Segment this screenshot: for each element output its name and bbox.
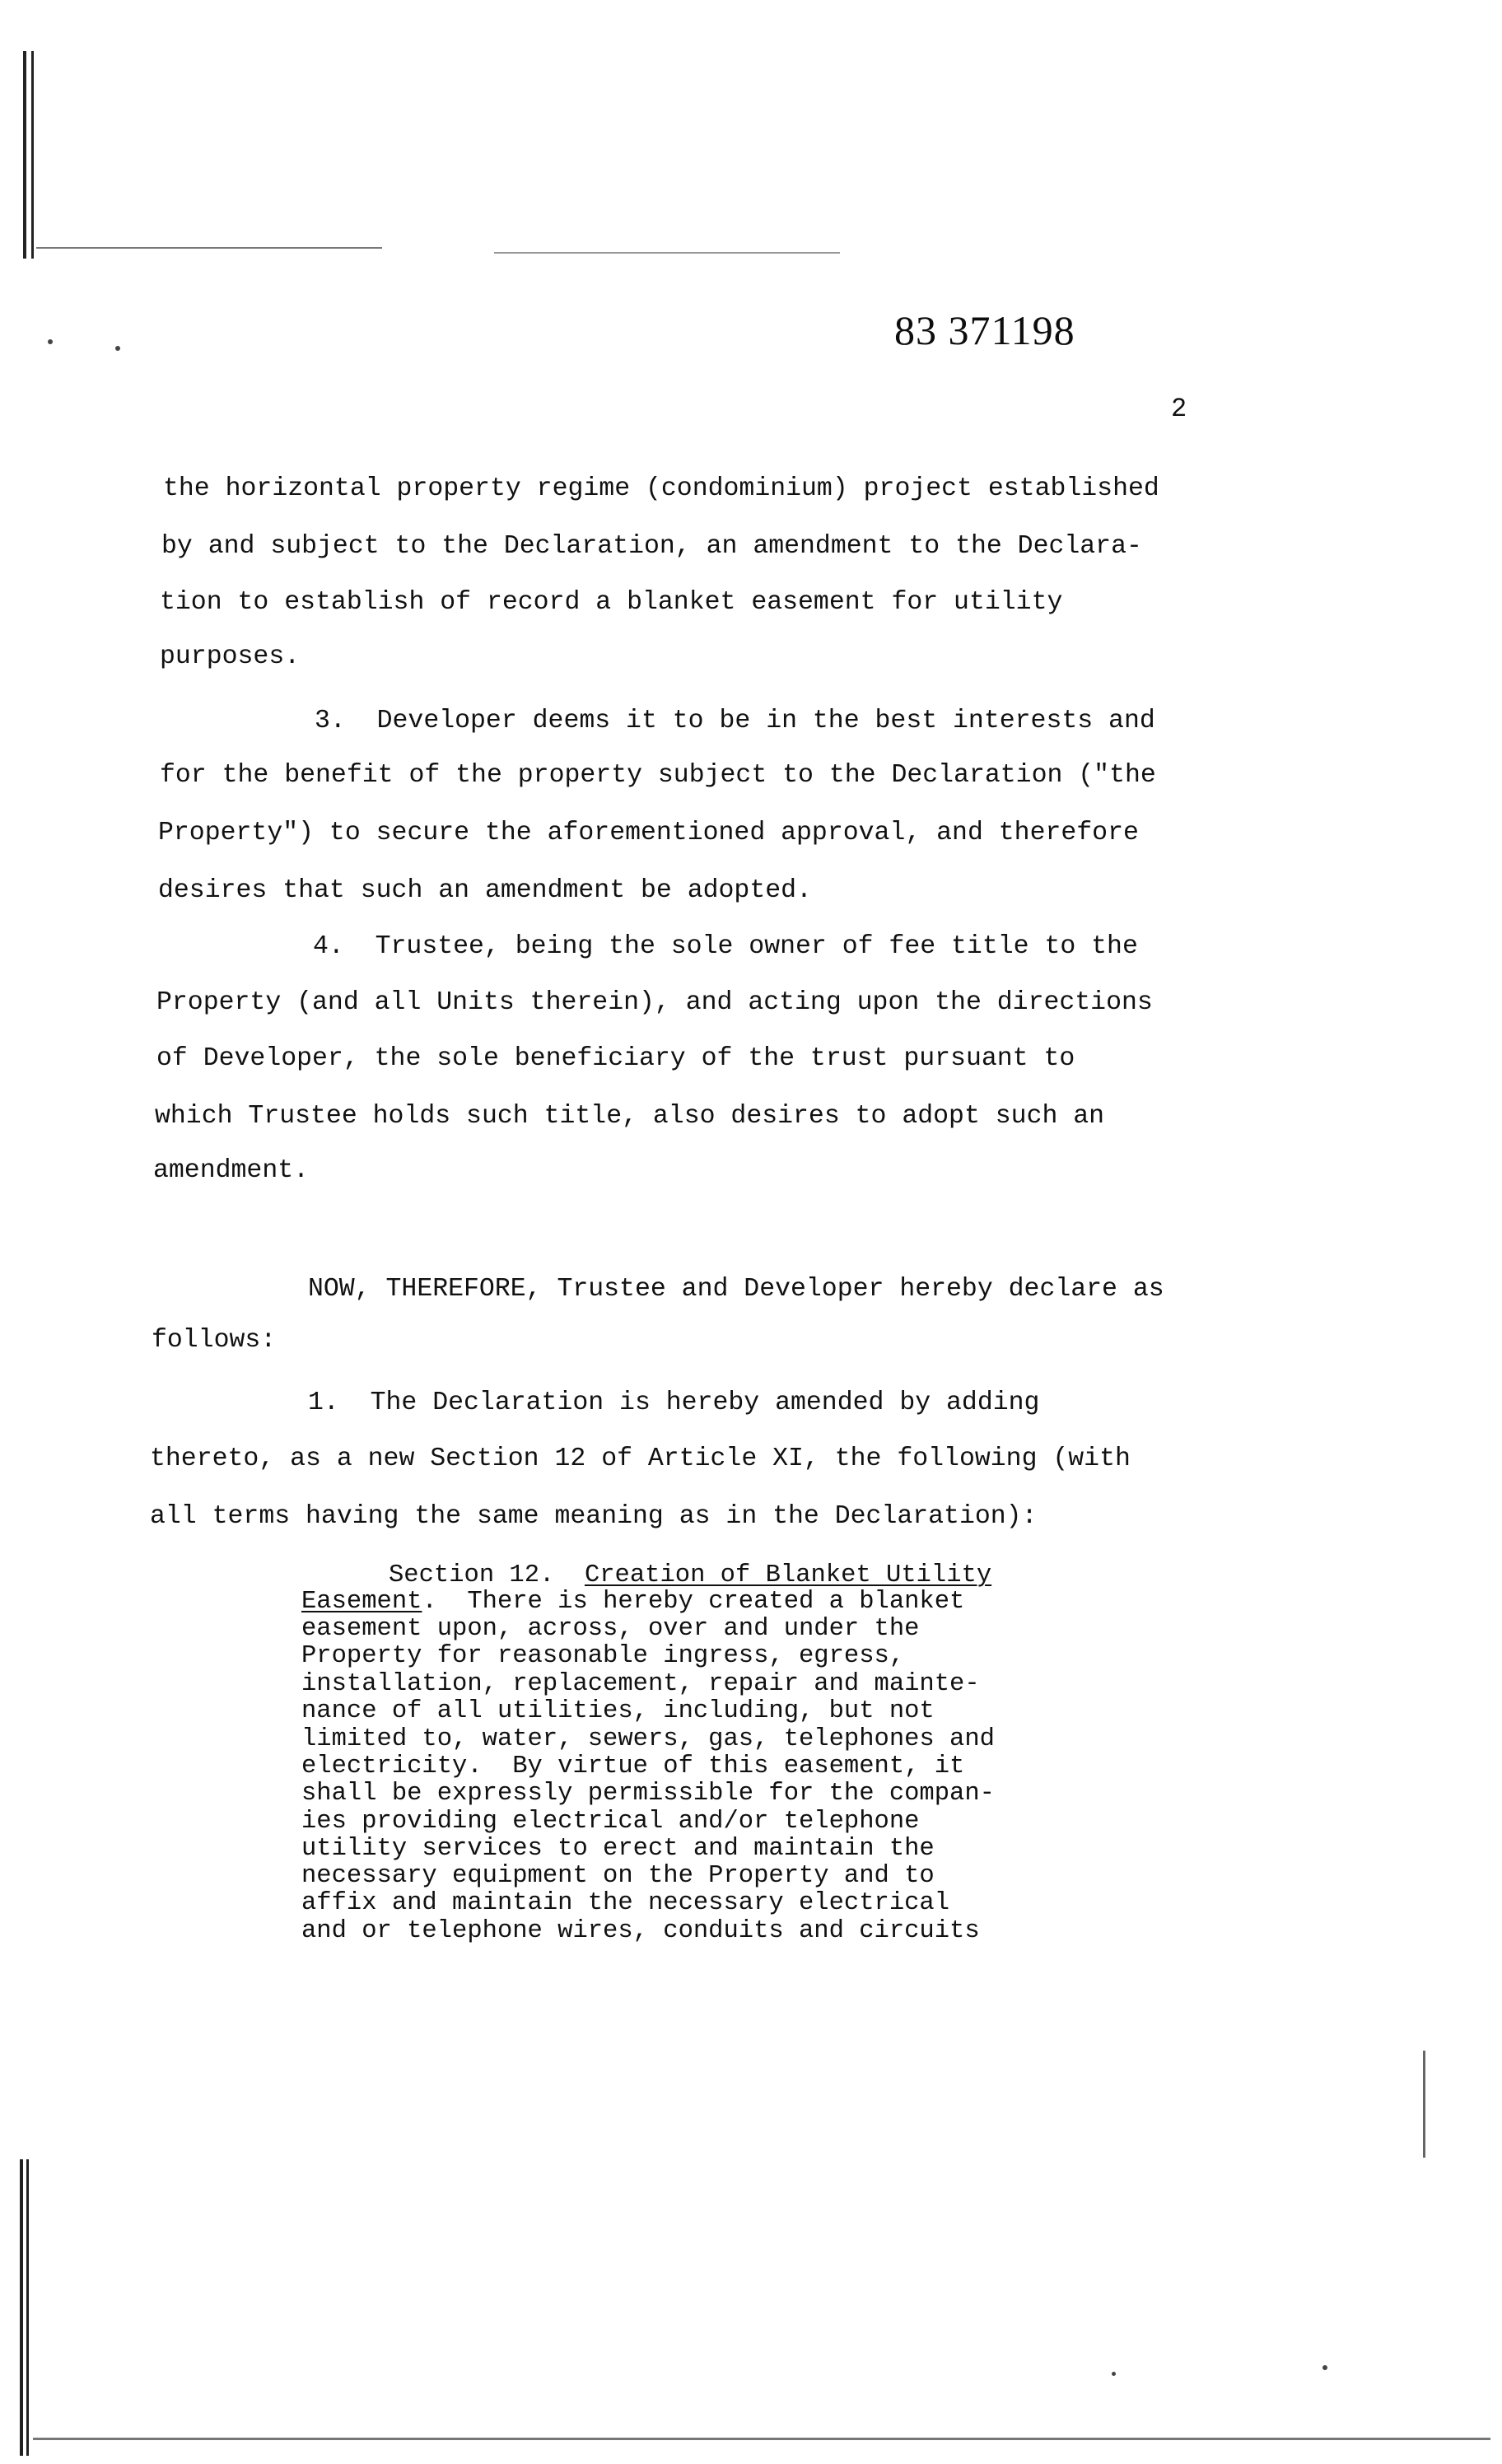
text-line: NOW, THEREFORE, Trustee and Developer hereby declare as [308,1275,1164,1304]
scan-edge-mark [36,247,382,249]
text-line: which Trustee holds such title, also desires to adopt such an [155,1102,1105,1131]
text-line: follows: [152,1326,277,1355]
text-line: nance of all utilities, including, but not [301,1697,935,1725]
text-line: necessary equipment on the Property and to [301,1862,935,1890]
scan-edge-mark [494,252,840,254]
text-line: of Developer, the sole beneficiary of the trust pursuant to [156,1044,1075,1073]
speck [1322,2365,1327,2370]
section-12-title: Creation of Blanket Utility [584,1561,992,1589]
text-line: and or telephone wires, conduits and circuits [301,1917,980,1945]
section-12-title-continued: Easement [301,1588,422,1616]
text-line: tion to establish of record a blanket easement for utility [160,588,1063,617]
speck [115,346,120,351]
text-line: ies providing electrical and/or telephone [301,1808,920,1836]
scan-edge-mark [23,51,26,259]
text-line: amendment. [153,1156,310,1185]
scan-edge-mark [1423,2051,1425,2158]
scan-edge-mark [33,2438,1490,2440]
text-line: easement upon, across, over and under the [301,1615,920,1643]
text-line: 1. The Declaration is hereby amended by adding [308,1388,1040,1417]
text-line: by and subject to the Declaration, an amendment to the Declara- [161,532,1142,561]
text-line: limited to, water, sewers, gas, telephones and [301,1725,995,1753]
text-line: utility services to erect and maintain the [301,1835,935,1863]
text-line: electricity. By virtue of this easement, it [301,1752,965,1780]
text-line: affix and maintain the necessary electrical [301,1889,950,1917]
scan-edge-mark [31,51,34,259]
scan-edge-mark [20,2159,23,2456]
text-line: Property") to secure the aforementioned approval, and therefore [158,819,1139,847]
document-number: 83 371198 [894,307,1075,353]
text-line: thereto, as a new Section 12 of Article XI, the following (with [150,1444,1131,1473]
text-line: desires that such an amendment be adopted. [158,876,812,905]
text-line: 4. Trustee, being the sole owner of fee title to the [313,932,1138,961]
text-line: shall be expressly permissible for the compan- [301,1780,995,1808]
speck [48,339,53,344]
text-line: installation, replacement, repair and mainte- [301,1670,980,1698]
section-12-title-line [301,1589,964,1615]
text-line: purposes. [160,642,301,671]
page-number: 2 [1171,394,1187,424]
text-line: the horizontal property regime (condominium) project established [163,474,1159,503]
text-line: Property (and all Units therein), and acting upon the directions [156,988,1153,1017]
section-12-heading-line [389,1563,991,1589]
scan-edge-mark [26,2159,29,2456]
text-fragment: . There is hereby created a blanket [422,1588,965,1616]
text-line: 3. Developer deems it to be in the best interests and [315,707,1155,735]
text-line: all terms having the same meaning as in the Declaration): [150,1502,1038,1531]
section-12-prefix: Section 12. [389,1561,585,1589]
speck [1112,2372,1116,2376]
text-line: Property for reasonable ingress, egress, [301,1642,905,1670]
text-line: for the benefit of the property subject to the Declaration ("the [160,761,1156,790]
